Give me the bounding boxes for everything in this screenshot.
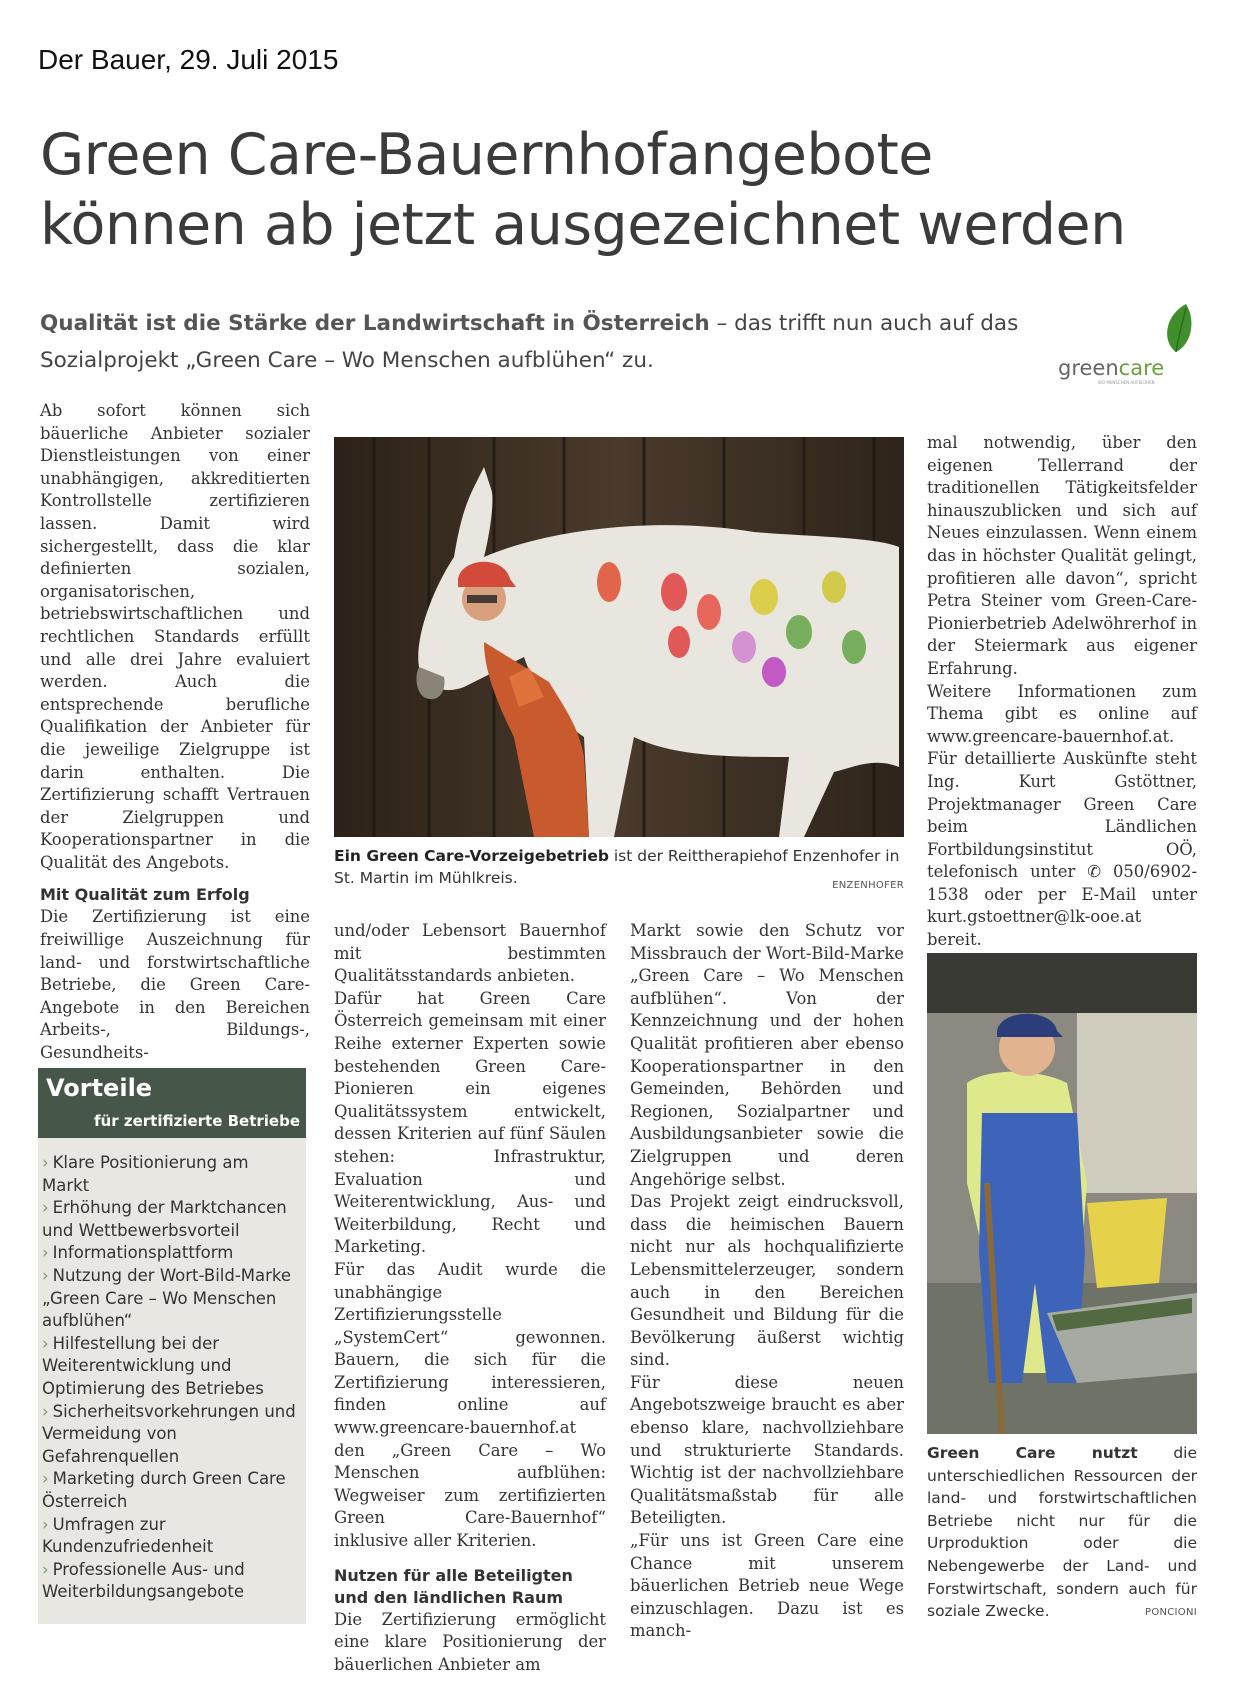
farmer-photo-illustration <box>927 953 1197 1434</box>
caption-rest: ist der Reittherapiehof Enzenhofer in St. Martin im Mühlkreis. <box>334 847 900 887</box>
list-item: › Klare Positionierung am Markt <box>42 1153 249 1195</box>
photo-credit: PONCIONI <box>1144 1607 1197 1619</box>
chevron-right-icon: › <box>42 1333 49 1353</box>
chevron-right-icon: › <box>42 1153 49 1172</box>
vorteile-title: Vorteile <box>46 1074 153 1102</box>
column-1-text <box>40 400 310 1065</box>
photo-credit: ENZENHOFER <box>832 880 904 891</box>
vorteile-box-header <box>38 1068 306 1138</box>
leaf-icon <box>1058 300 1208 360</box>
vorteile-box <box>38 1068 306 1624</box>
chevron-right-icon: › <box>42 1198 49 1218</box>
chevron-right-icon: › <box>42 1243 49 1263</box>
logo-wordmark: greencare <box>1058 356 1165 380</box>
vorteile-subtitle: für zertifizierte Betriebe <box>94 1112 300 1130</box>
list-item: › Informationsplattform <box>42 1243 234 1263</box>
col3-paragraph-1: Markt sowie den Schutz vor Missbrauch der Wort-Bild-Marke „Green Care – Wo Menschen aufblühen“. Von der Kennzeichnung und der hohen Qualität profitieren aber ebenso Kooperationspartner in den Gemeinden, Behörden und Regionen, Sozialpartner und Ausbildungsanbieter sowie die Zielgruppen und deren Angehörige selbst. <box>630 921 904 1189</box>
col1-paragraph-1: Ab sofort können sich bäuerliche Anbieter sozialer Dienstleistungen von einer unabhängigen, akkreditierten Kontrollstelle zertifizieren lassen. Damit wird sichergestellt, dass die klar definierten sozialen, organisatorischen, betriebswirtschaftlichen und rechtlichen Standards erfüllt und alle drei Jahre evaluiert werden. Auch die entsprechende berufliche Qualifikation der Anbieter für die jeweilige Zielgruppe ist darin enthalten. Die Zertifizierung schafft Vertrauen der Zielgruppen und Kooperationspartner in die Qualität des Angebots. <box>40 401 310 872</box>
col1-paragraph-2: Die Zertifizierung ist eine freiwillige Auszeichnung für land- und forstwirtschaftliche Betriebe, die Green Care-Angebote in den Bereichen Arbeits-, Bildungs-, Gesundheits- <box>40 907 310 1063</box>
lead-rest: – das trifft nun auch auf das Sozialprojekt „Green Care – Wo Menschen aufblühen“ zu. <box>40 311 1019 373</box>
list-item: › Nutzung der Wort-Bild-Marke „Green Care – Wo Menschen aufblühen“ <box>42 1265 292 1331</box>
list-item: › Marketing durch Green Care Österreich <box>42 1469 286 1511</box>
column-2-text <box>334 920 606 1676</box>
horse-photo-illustration <box>334 437 904 837</box>
lead-bold: Qualität ist die Stärke der Landwirtschaft in Österreich <box>40 311 710 336</box>
col3-paragraph-4: „Für uns ist Green Care eine Chance mit unserem bäuerlichen Betrieb neue Wege einzuschlagen. Dazu ist es manch- <box>630 1531 904 1641</box>
list-item: › Sicherheitsvorkehrungen und Vermeidung von Gefahrenquellen <box>42 1401 296 1466</box>
chevron-right-icon: › <box>42 1401 49 1421</box>
caption-bold: Ein Green Care-Vorzeigebetrieb <box>334 847 609 865</box>
headline-line-1: Green Care-Bauernhofangebote <box>40 122 933 188</box>
source-line: Der Bauer, 29. Juli 2015 <box>38 44 339 75</box>
photo-farmer <box>927 953 1197 1434</box>
photo-horse-therapy <box>334 437 904 837</box>
col3-paragraph-2: Das Projekt zeigt eindrucksvoll, dass die heimischen Bauern nicht nur als hochqualifizierte Lebensmittelerzeuger, sondern auch in den Bereichen Gesundheit und Bildung für die Bevölkerung äußerst wichtig sind. <box>630 1192 904 1370</box>
headline <box>40 120 1220 260</box>
col3-paragraph-3: Für diese neuen Angebotszweige braucht es aber ebenso klare, nachvollziehbare und strukturierte Standards. Wichtig ist der nachvollziehbare Qualitätsmaßstab für alle Beteiligten. <box>630 1372 904 1528</box>
caption-rest: die unterschiedlichen Ressourcen der land- und forstwirtschaftlichen Betriebe nicht nur für die Urproduktion oder die Nebengewerbe der Land- und Forstwirtschaft, sondern auch für soziale Zwecke. <box>927 1444 1198 1621</box>
lead-paragraph <box>40 305 1050 379</box>
column-3-text <box>630 920 904 1643</box>
col2-paragraph-3: Für das Audit wurde die unabhängige Zertifizierungsstelle „SystemCert“ gewonnen. Bauern, die sich für die Zertifizierung interessieren, finden online auf www.greencare-bauernhof.at den „Green Care – Wo Menschen aufblühen: Wegweiser zum zertifizierten Green Care-Bauernhof“ inklusive aller Kriterien. <box>334 1259 606 1551</box>
list-item: › Erhöhung der Marktchancen und Wettbewerbsvorteil <box>42 1198 287 1240</box>
col4-paragraph-2: Weitere Informationen zum Thema gibt es online auf www.greencare-bauernhof.at. Für detaillierte Auskünfte steht Ing. Kurt Gstöttner, Projektmanager Green Care beim Ländlichen Fortbildungsinstitut OÖ, telefonisch unter ✆ 050/6902-1538 oder per E-Mail unter kurt.gstoettner@lk-ooe.at bereit. <box>927 681 1197 950</box>
logo-tagline: WO MENSCHEN AUFBLÜHEN <box>1098 380 1155 385</box>
col2-paragraph-1: und/oder Lebensort Bauernhof mit bestimmten Qualitätsstandards anbieten. <box>334 921 606 986</box>
list-item: › Umfragen zur Kundenzufriedenheit <box>42 1514 214 1557</box>
vorteile-list <box>38 1138 306 1604</box>
photo-horse-caption <box>334 845 904 889</box>
chevron-right-icon: › <box>42 1469 49 1489</box>
col1-subhead: Mit Qualität zum Erfolg <box>40 885 250 905</box>
chevron-right-icon: › <box>42 1514 49 1534</box>
photo-farmer-caption <box>927 1442 1197 1623</box>
chevron-right-icon: › <box>42 1265 49 1285</box>
chevron-right-icon: › <box>42 1559 49 1579</box>
caption-bold: Green Care nutzt <box>927 1444 1138 1462</box>
list-item: › Hilfestellung bei der Weiterentwicklung und Optimierung des Betriebes <box>42 1333 264 1398</box>
col2-paragraph-4: Die Zertifizierung ermöglicht eine klare Positionierung der bäuerlichen Anbieter am <box>334 1609 606 1674</box>
col2-subhead: Nutzen für alle Beteiligten und den ländlichen Raum <box>334 1565 573 1607</box>
list-item: › Professionelle Aus- und Weiterbildungsangebote <box>42 1559 245 1602</box>
column-4-text <box>927 432 1197 952</box>
col4-paragraph-1: mal notwendig, über den eigenen Tellerrand der traditionellen Tätigkeitsfelder hinauszublicken und sich auf Neues einzulassen. Wenn einem das in höchster Qualität gelingt, profitieren alle davon“, spricht Petra Steiner vom Green-Care-Pionierbetrieb Adelwöhrerhof in der Steiermark aus eigener Erfahrung. <box>927 433 1197 678</box>
headline-line-2: können ab jetzt ausgezeichnet werden <box>40 192 1126 258</box>
col2-paragraph-2: Dafür hat Green Care Österreich gemeinsam mit einer Reihe externer Experten sowie bestehenden Green Care-Pionieren ein eigenes Qualitätssystem entwickelt, dessen Kriterien auf fünf Säulen stehen: Infrastruktur, Evaluation und Weiterentwicklung, Aus- und Weiterbildung, Recht und Marketing. <box>334 988 606 1257</box>
greencare-logo <box>1058 300 1208 390</box>
